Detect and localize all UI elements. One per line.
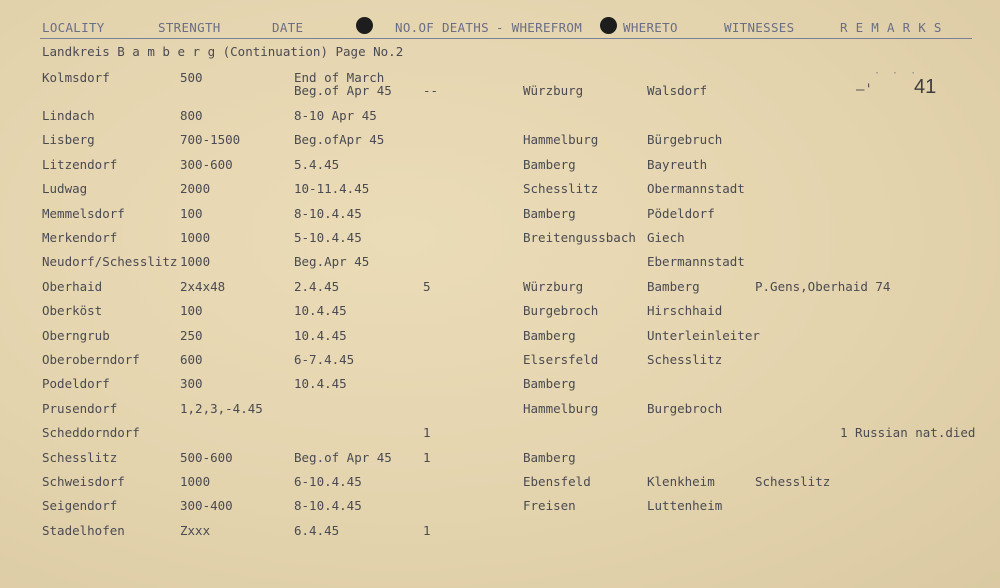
cell-wherefrom: Würzburg xyxy=(523,83,584,98)
cell-date: Beg.ofApr 45 xyxy=(294,132,385,148)
cell-strength: 300-400 xyxy=(180,498,233,514)
cell-strength: 1,2,3,-4.45 xyxy=(180,400,263,416)
cell-whereto: Unterleinleiter xyxy=(647,327,760,343)
table-row xyxy=(0,352,1000,372)
cell-whereto: Klenkheim xyxy=(647,474,715,489)
page-number-stamp: 41 xyxy=(914,76,937,98)
cell-wherefrom: Hammelburg xyxy=(523,132,599,148)
cell-locality: Scheddorndorf xyxy=(42,425,140,441)
cell-date: 6-10.4.45 xyxy=(294,474,362,489)
cell-whereto: Bürgebruch xyxy=(647,132,723,148)
cell-wherefrom: Breitengussbach xyxy=(523,230,636,245)
cell-wherefrom: Elsersfeld xyxy=(523,352,599,367)
cell-deaths: 1 xyxy=(423,522,431,538)
header-locality: LOCALITY xyxy=(42,20,105,35)
table-row xyxy=(0,498,1000,518)
table-row xyxy=(0,206,1000,226)
cell-locality: Oberngrub xyxy=(42,327,110,343)
cell-locality: Oberhaid xyxy=(42,278,103,294)
cell-witnesses: Schesslitz xyxy=(755,474,831,489)
cell-strength: 1000 xyxy=(180,254,211,270)
cell-strength: 500 xyxy=(180,70,203,85)
table-row xyxy=(0,450,1000,470)
cell-deaths: 1 xyxy=(423,425,431,441)
cell-date: 10.4.45 xyxy=(294,327,347,343)
cell-date: 8-10 Apr 45 xyxy=(294,108,377,123)
cell-remarks: 1 Russian nat.died xyxy=(840,425,976,441)
cell-date: 6.4.45 xyxy=(294,522,340,538)
cell-whereto: Obermannstadt xyxy=(647,181,745,197)
cell-locality: Ludwag xyxy=(42,181,88,197)
cell-date: Beg.Apr 45 xyxy=(294,254,370,270)
cell-locality: Oberoberndorf xyxy=(42,352,140,367)
cell-wherefrom: Bamberg xyxy=(523,449,576,465)
header-wherefrom: - WHEREFROM xyxy=(496,20,583,35)
cell-date: 10-11.4.45 xyxy=(294,181,370,197)
cell-whereto: Ebermannstadt xyxy=(647,254,745,270)
cell-strength: 2x4x48 xyxy=(180,278,226,294)
table-header xyxy=(40,18,972,39)
cell-strength: 100 xyxy=(180,205,203,221)
cell-strength: 300-600 xyxy=(180,156,233,172)
cell-wherefrom: Bamberg xyxy=(523,205,576,221)
cell-locality: Prusendorf xyxy=(42,400,118,416)
cell-strength: 1000 xyxy=(180,230,211,245)
cell-deaths: -- xyxy=(423,83,439,98)
cell-date: 5.4.45 xyxy=(294,156,340,172)
cell-strength: 100 xyxy=(180,303,203,319)
table-row xyxy=(0,303,1000,323)
cell-date: Beg.of Apr 45 xyxy=(294,449,392,465)
table-row xyxy=(0,157,1000,177)
cell-date: 5-10.4.45 xyxy=(294,230,362,245)
table-row xyxy=(0,401,1000,421)
cell-strength: 500-600 xyxy=(180,449,233,465)
cell-date: 10.4.45 xyxy=(294,376,347,392)
cell-locality: Schweisdorf xyxy=(42,474,125,489)
cell-whereto: Bamberg xyxy=(647,278,700,294)
document-page: LOCALITY STRENGTH DATE NO.OF DEATHS - WHEREFROM WHERETO WITNESSES R E M A R K S Landkreis B a m b e r g (Continuation) Page No.2 · · · —' 41 Kolmsdorf 500 End of March Beg.of Apr 45 -- Würzburg Walsdorf Lindach 800 8-10 Apr 45 Lisberg 700-1500 Beg.ofApr 45 Hammelburg Bürgebruch Litzendorf 300-600 5.4.45 Bamberg Bayreuth Ludwag 2000 10-11.4.45 Schesslitz Obermannstadt Memmelsdorf 100 8-10.4.45 Bamberg Pödeldorf Merkendorf 1000 5-10.4.45 Breitengussbach Giech Neudorf/Schesslitz 1000 Beg.Apr 45 Ebermannstadt Oberhaid 2x4x48 2.4.45 5 Würzburg Bamberg P.Gens,Oberhaid 74 Oberköst 100 10.4.45 Burgebroch Hirschhaid Oberngrub 250 10.4.45 Bamberg Unterleinleiter Oberoberndorf 600 6-7.4.45 Elsersfeld Schesslitz Podeldorf 300 10.4.45 Bamberg Prusendorf 1,2,3,-4.45 Hammelburg Burgebroch Scheddorndorf 1 1 Russian nat.died Schesslitz 500-600 Beg.of Apr 45 1 Bamberg Schweisdorf 1000 6-10.4.45 Ebensfeld Klenkheim Schesslitz Seigendorf 300-400 8-10.4.45 Freisen Luttenheim Stadelhofen Zxxx 6.4.45 1 xyxy=(0,0,1000,588)
cell-locality: Kolmsdorf xyxy=(42,70,110,85)
cell-locality: Podeldorf xyxy=(42,376,110,392)
cell-date: End of March xyxy=(294,70,385,85)
cell-wherefrom: Bamberg xyxy=(523,376,576,392)
cell-wherefrom: Ebensfeld xyxy=(523,474,591,489)
cell-strength: 800 xyxy=(180,108,203,123)
table-row xyxy=(0,279,1000,299)
table-row xyxy=(0,523,1000,543)
table-row xyxy=(0,230,1000,250)
cell-date: 10.4.45 xyxy=(294,303,347,319)
cell-wherefrom: Hammelburg xyxy=(523,400,599,416)
header-remarks: R E M A R K S xyxy=(840,20,942,35)
table-row xyxy=(0,181,1000,201)
table-row xyxy=(0,328,1000,348)
cell-whereto: Burgebroch xyxy=(647,400,723,416)
cell-date: 6-7.4.45 xyxy=(294,352,355,367)
cell-locality: Neudorf/Schesslitz xyxy=(42,254,178,270)
header-witnesses: WITNESSES xyxy=(724,20,795,35)
table-row xyxy=(0,425,1000,445)
cell-date: 8-10.4.45 xyxy=(294,498,362,514)
page-subtitle: Landkreis B a m b e r g (Continuation) Page No.2 xyxy=(42,44,404,59)
cell-wherefrom: Burgebroch xyxy=(523,303,599,319)
cell-strength: 700-1500 xyxy=(180,132,241,148)
cell-locality: Stadelhofen xyxy=(42,522,125,538)
cell-strength: Zxxx xyxy=(180,522,211,538)
cell-strength: 2000 xyxy=(180,181,211,197)
cell-whereto: Bayreuth xyxy=(647,156,708,172)
cell-whereto: Luttenheim xyxy=(647,498,723,514)
cell-whereto: Giech xyxy=(647,230,685,245)
header-strength: STRENGTH xyxy=(158,20,221,35)
table-row xyxy=(0,376,1000,396)
table-row xyxy=(0,474,1000,494)
table-row xyxy=(0,70,1000,102)
cell-strength: 250 xyxy=(180,327,203,343)
table-row xyxy=(0,254,1000,274)
cell-locality: Litzendorf xyxy=(42,156,118,172)
table-row xyxy=(0,132,1000,152)
cell-locality: Memmelsdorf xyxy=(42,205,125,221)
cell-strength: 600 xyxy=(180,352,203,367)
cell-strength: 300 xyxy=(180,376,203,392)
cell-locality: Merkendorf xyxy=(42,230,118,245)
table-row xyxy=(0,108,1000,128)
cell-date: 8-10.4.45 xyxy=(294,205,362,221)
cell-whereto: Walsdorf xyxy=(647,83,708,98)
cell-strength: 1000 xyxy=(180,474,211,489)
cell-wherefrom: Bamberg xyxy=(523,156,576,172)
cell-witnesses: P.Gens,Oberhaid 74 xyxy=(755,278,891,294)
cell-wherefrom: Freisen xyxy=(523,498,576,514)
header-date: DATE xyxy=(272,20,304,35)
cell-deaths: 1 xyxy=(423,449,431,465)
cell-whereto: Pödeldorf xyxy=(647,205,715,221)
cell-date: Beg.of Apr 45 xyxy=(294,83,392,98)
cell-wherefrom: Bamberg xyxy=(523,327,576,343)
cell-wherefrom: Würzburg xyxy=(523,278,584,294)
cell-whereto: Hirschhaid xyxy=(647,303,723,319)
cell-locality: Schesslitz xyxy=(42,449,118,465)
cell-wherefrom: Schesslitz xyxy=(523,181,599,197)
header-deaths: NO.OF DEATHS xyxy=(395,20,489,35)
cell-whereto: Schesslitz xyxy=(647,352,723,367)
cell-date: 2.4.45 xyxy=(294,278,340,294)
cell-locality: Lisberg xyxy=(42,132,95,148)
cell-deaths: 5 xyxy=(423,278,431,294)
cell-locality: Oberköst xyxy=(42,303,103,319)
cell-locality: Seigendorf xyxy=(42,498,118,514)
cell-locality: Lindach xyxy=(42,108,95,123)
header-whereto: WHERETO xyxy=(623,20,678,35)
